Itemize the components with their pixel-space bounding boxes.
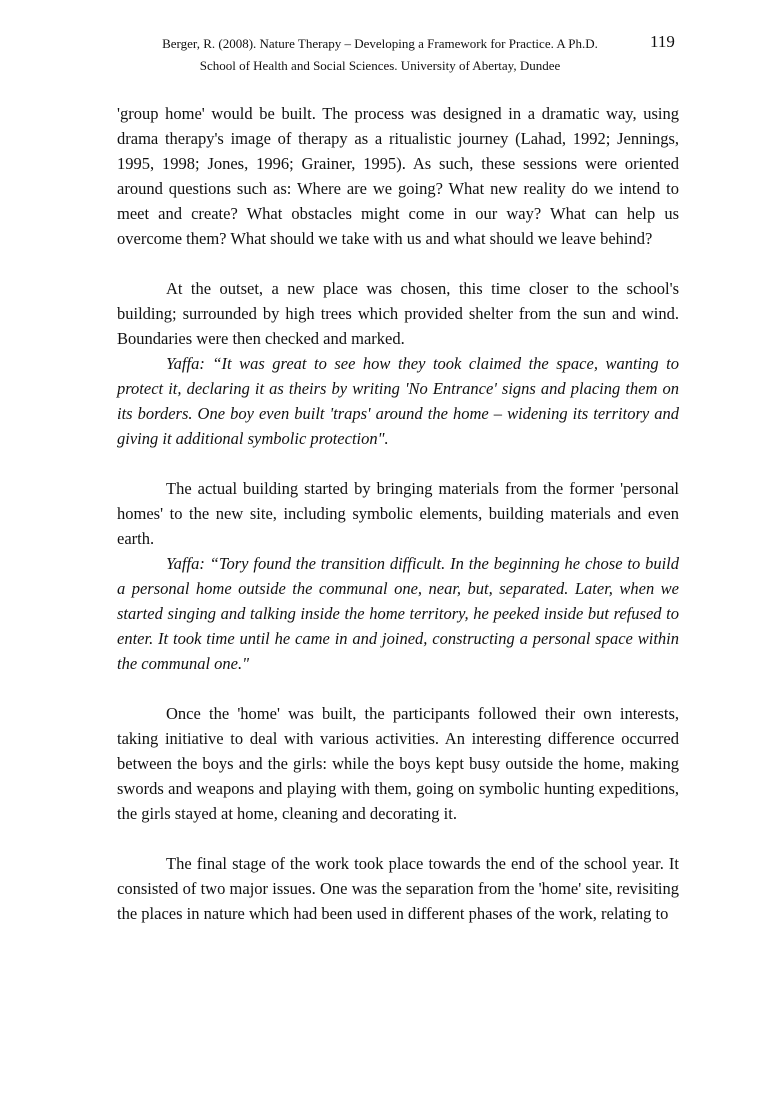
body-text: [117, 101, 679, 926]
paragraph-final-stage: The final stage of the work took place towards the end of the school year. It consisted of two major issues. One was the separation from the 'home' site, revisiting the places in nature which had been used in different phases of the work, relating to: [117, 854, 679, 923]
quote-yaffa-tory: Yaffa: “Tory found the transition difficult. In the beginning he chose to build a personal home outside the communal one, near, but, separated. Later, when we started singing and talking inside the home territory, he peeked inside but refused to enter. It took time until he came in and joined, constructing a personal space within the communal one.": [117, 554, 679, 673]
paragraph-actual-building: The actual building started by bringing materials from the former 'personal homes' to the new site, including symbolic elements, building materials and even earth.: [117, 479, 679, 548]
paragraph-home-built: Once the 'home' was built, the participants followed their own interests, taking initiative to deal with various activities. An interesting difference occurred between the boys and the girls: while the boys kept busy outside the home, making swords and weapons and playing with them, going on symbolic hunting expeditions, the girls stayed at home, cleaning and decorating it.: [117, 704, 679, 823]
header-institution-line: School of Health and Social Sciences. University of Abertay, Dundee: [199, 58, 561, 73]
paragraph-new-place: At the outset, a new place was chosen, this time closer to the school's building; surrounded by high trees which provided shelter from the sun and wind. Boundaries were then checked and marked.: [117, 279, 679, 348]
paragraph-group-home-continuation: 'group home' would be built. The process was designed in a dramatic way, using drama therapy's image of therapy as a ritualistic journey (Lahad, 1992; Jennings, 1995, 1998; Jones, 1996; Grainer, 1995). As such, these sessions were oriented around questions such as: Where are we going? What new reality do we intend to meet and create? What obstacles might come in our way? What can help us overcome them? What should we take with us and what should we leave behind?: [117, 104, 679, 248]
header-citation-line: Berger, R. (2008). Nature Therapy – Developing a Framework for Practice. A Ph.D.: [162, 36, 598, 51]
running-header: [0, 34, 760, 76]
page-number: 119: [650, 32, 675, 51]
quote-yaffa-space: Yaffa: “It was great to see how they took claimed the space, wanting to protect it, declaring it as theirs by writing 'No Entrance' signs and placing them on its borders. One boy even built 'traps' around the home – widening its territory and giving it additional symbolic protection".: [117, 354, 679, 448]
